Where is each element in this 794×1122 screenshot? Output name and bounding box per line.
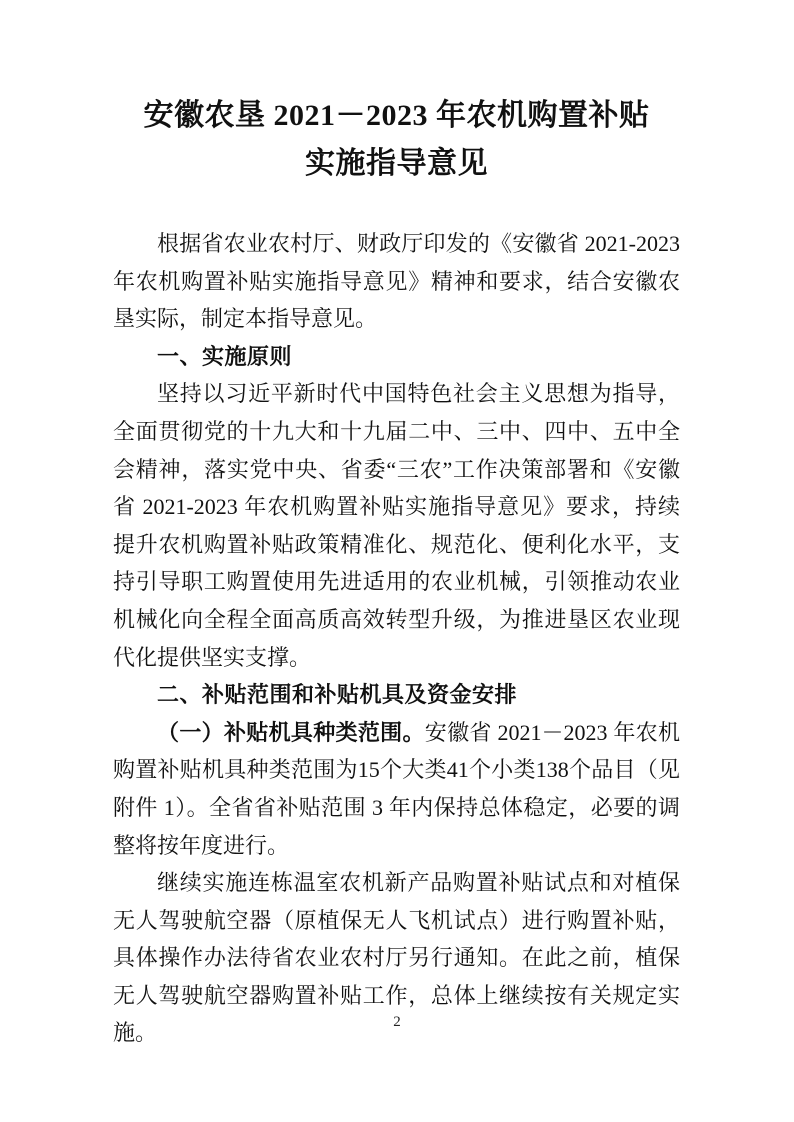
principles-paragraph: 坚持以习近平新时代中国特色社会主义思想为指导，全面贯彻党的十九大和十九届二中、三中、四中、五中全会精神，落实党中央、省委“三农”工作决策部署和《安徽省 2021-2023 年农机购置补贴实施指导意见》要求，持续提升农机购置补贴政策精准化、规范化、便利化水平，支持引导职工购置使用先进适用的农业机械，引领推动农业机械化向全程全面高质高效转型升级，为推进垦区农业现代化提供坚实支撑。 bbox=[113, 381, 680, 670]
pilot-program-paragraph: 继续实施连栋温室农机新产品购置补贴试点和对植保无人驾驶航空器（原植保无人飞机试点）进行购置补贴，具体操作办法待省农业农村厅另行通知。在此之前，植保无人驾驶航空器购置补贴工作，总体上继续按有关规定实施。 bbox=[113, 870, 680, 1046]
document-content bbox=[113, 0, 680, 1052]
document-title-line-2: 实施指导意见 bbox=[305, 147, 488, 180]
intro-paragraph: 根据省农业农村厅、财政厅印发的《安徽省 2021-2023 年农机购置补贴实施指导意见》精神和要求，结合安徽农垦实际，制定本指导意见。 bbox=[113, 231, 680, 332]
document-title bbox=[113, 92, 680, 188]
document-body bbox=[113, 225, 680, 1052]
machine-scope-paragraph-text: 安徽省 2021－2023 年农机购置补贴机具种类范围为15个大类41个小类138个品目（见附件 1）。全省省补贴范围 3 年内保持总体稳定，必要的调整将按年度进行。 bbox=[113, 719, 680, 858]
section-heading-2: 二、补贴范围和补贴机具及资金安排 bbox=[157, 682, 518, 708]
machine-scope-paragraph-lead: （一）补贴机具种类范围。 bbox=[157, 719, 425, 745]
section-heading-1: 一、实施原则 bbox=[157, 343, 293, 369]
page-number: 2 bbox=[393, 1014, 401, 1030]
document-title-line-1: 安徽农垦 2021－2023 年农机购置补贴 bbox=[143, 99, 650, 132]
machine-scope-paragraph bbox=[113, 714, 680, 864]
